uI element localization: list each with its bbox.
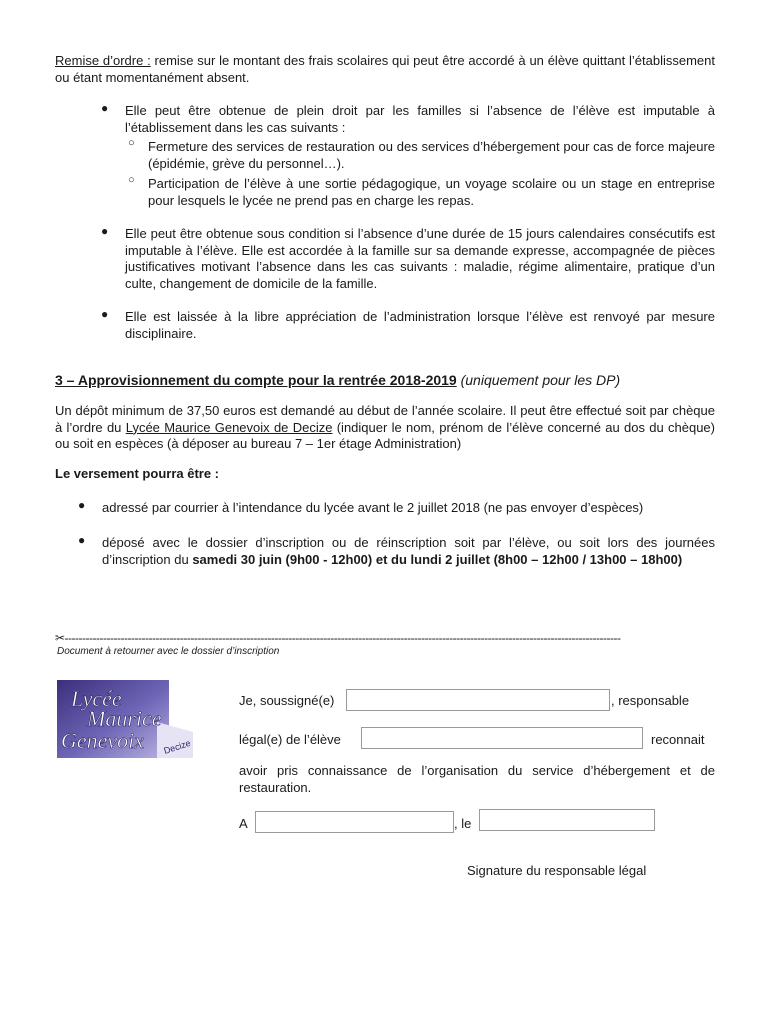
logo-text-line-1: Lycée	[71, 686, 122, 711]
versement-item-2-text: déposé avec le dossier d’inscription ou de réinscription soit par l’élève, ou soit lors des journées d’inscription du	[102, 535, 715, 567]
section-3-text-before: Un dépôt minimum de 37,50 euros est demandé au début de l’année scolaire. Il peut être effectué soit par chèque à l’ordre du	[55, 403, 715, 435]
logo-text-line-3: Genevoix	[61, 728, 145, 753]
responsable-label: , responsable	[611, 693, 690, 708]
logo-town: Decize	[162, 737, 192, 756]
versement-label: Le versement pourra être :	[55, 466, 220, 481]
legal-label: légal(e) de l’élève	[239, 732, 341, 747]
avoir-text: avoir pris connaissance de l’organisation du service d’hébergement et de restauration.	[239, 763, 715, 795]
section-3-text-after: (indiquer le nom, prénom de l’élève concerné au dos du chèque) ou soit en espèces (à déposer au bureau 7 – 1er étage Administration)	[55, 419, 715, 451]
remise-sub-2: Participation de l’élève à une sortie pédagogique, un voyage scolaire ou un stage en entreprise pour lesquels le lycée ne prend pas en charge les repas.	[148, 176, 715, 208]
logo-text-line-2: Maurice	[87, 706, 162, 731]
student-field[interactable]	[361, 727, 643, 749]
bullet-dot: ●	[101, 307, 109, 321]
date-field[interactable]	[479, 809, 655, 831]
je-label: Je, soussigné(e)	[239, 693, 335, 708]
bullet-dot: ●	[78, 498, 86, 512]
versement-item-2	[102, 535, 715, 568]
scissors-cut-line: ✂---------------------------------------------------------------------------------------------------------------------------------------------------------------	[55, 631, 621, 645]
signature-label: Signature du responsable légal	[467, 863, 647, 878]
return-note: Document à retourner avec le dossier d’inscription	[57, 646, 280, 657]
section-3-title: 3 – Approvisionnement du compte pour la rentrée 2018-2019	[55, 372, 457, 388]
remise-bullet-1: Elle peut être obtenue de plein droit par les familles si l’absence de l’élève est imputable à l’établissement dans les cas suivants :	[125, 103, 715, 135]
reconnait-label: reconnait	[651, 732, 705, 747]
lycee-logo	[57, 680, 193, 758]
remise-bullet-2: Elle peut être obtenue sous condition si l’absence d’une durée de 15 jours calendaires consécutifs est imputable à l’élève. Elle est accordée à la famille sur sa demande expresse, accompagnée de pièces justificatives motivant l’absence dans les cas suivants : maladie, régime alimentaire, pratique d’un culte, changement de domicile de la famille.	[125, 226, 715, 291]
place-field[interactable]	[255, 811, 454, 833]
name-field[interactable]	[346, 689, 610, 711]
section-3-heading	[55, 372, 620, 388]
remise-bullet-3: Elle est laissée à la libre appréciation de l’administration lorsque l’élève est renvoyé par mesure disciplinaire.	[125, 309, 715, 341]
le-label: , le	[454, 816, 472, 831]
section-3-paragraph	[55, 403, 715, 453]
versement-dates: samedi 30 juin (9h00 - 12h00) et du lundi 2 juillet (8h00 – 12h00 / 13h00 – 18h00)	[192, 551, 683, 567]
remise-intro-text: remise sur le montant des frais scolaires qui peut être accordé à un élève quittant l’établissement ou étant momentanément absent.	[55, 53, 715, 85]
circle-bullet-icon: ○	[128, 174, 135, 186]
section-3-note: (uniquement pour les DP)	[456, 372, 621, 388]
remise-intro	[55, 53, 715, 86]
bullet-dot: ●	[78, 533, 86, 547]
lycee-link: Lycée Maurice Genevoix de Decize	[125, 419, 333, 435]
remise-term: Remise d’ordre :	[55, 53, 151, 68]
bullet-dot: ●	[101, 101, 109, 115]
versement-item-1: adressé par courrier à l’intendance du lycée avant le 2 juillet 2018 (ne pas envoyer d’espèces)	[102, 500, 644, 515]
circle-bullet-icon: ○	[128, 137, 135, 149]
remise-sub-1: Fermeture des services de restauration ou des services d’hébergement pour cas de force majeure (épidémie, grève du personnel…).	[148, 139, 715, 171]
a-label: A	[239, 816, 248, 831]
bullet-dot: ●	[101, 224, 109, 238]
